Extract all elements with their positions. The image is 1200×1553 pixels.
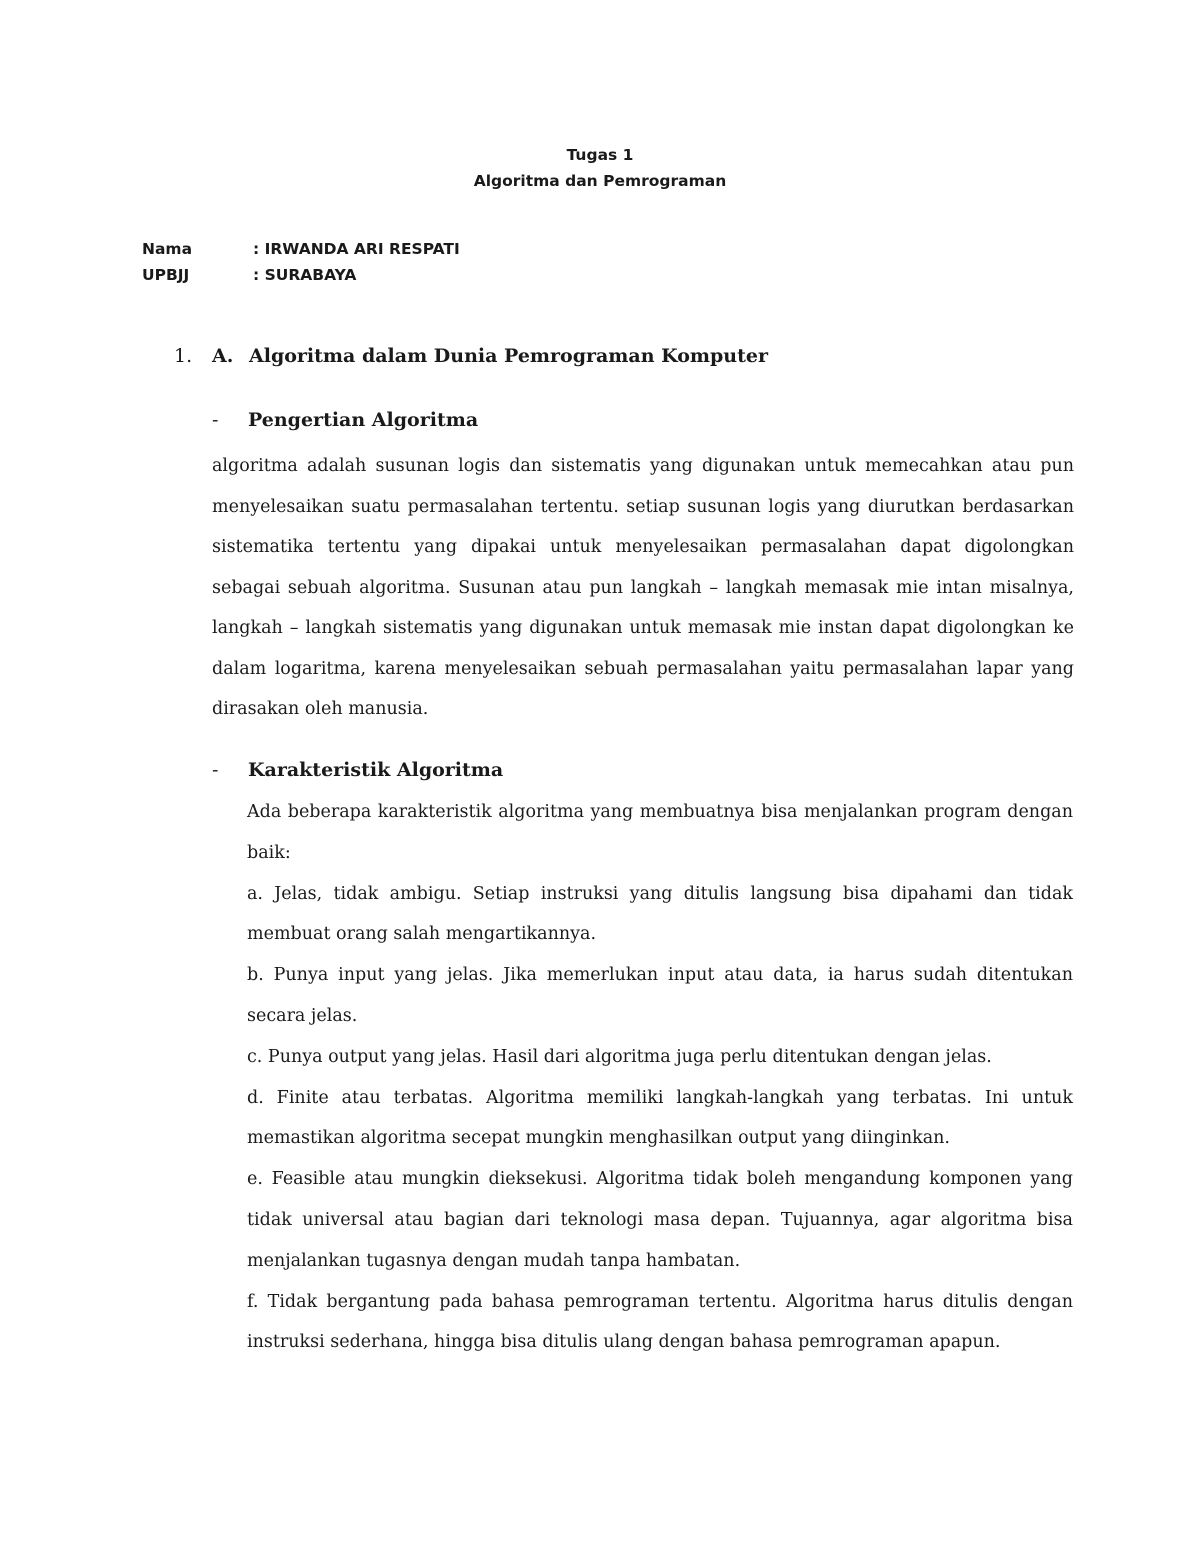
student-info [142, 236, 460, 288]
section-letter: A. [212, 345, 234, 367]
document-title-block [0, 142, 1200, 194]
characteristics-heading-text: Karakteristik Algoritma [248, 759, 504, 781]
characteristics-heading [212, 759, 503, 781]
name-value: : IRWANDA ARI RESPATI [253, 240, 460, 258]
upbjj-row [142, 262, 460, 288]
bullet-dash: - [212, 759, 219, 781]
definition-heading [212, 409, 478, 431]
document-title: Tugas 1 [566, 146, 634, 164]
list-item: d. Finite atau terbatas. Algoritma memiliki langkah-langkah yang terbatas. Ini untuk memastikan algoritma secepat mungkin menghasilkan output yang diinginkan. [247, 1087, 1073, 1149]
list-item: e. Feasible atau mungkin dieksekusi. Algoritma tidak boleh mengandung komponen yang tidak universal atau bagian dari teknologi masa depan. Tujuannya, agar algoritma bisa menjalankan tugasnya dengan mudah tanpa hambatan. [247, 1169, 1073, 1271]
upbjj-value: : SURABAYA [253, 266, 357, 284]
name-row [142, 236, 460, 262]
list-item: a. Jelas, tidak ambigu. Setiap instruksi yang ditulis langsung bisa dipahami dan tidak membuat orang salah mengartikannya. [247, 883, 1073, 945]
section-heading [174, 345, 768, 367]
characteristics-intro: Ada beberapa karakteristik algoritma yang membuatnya bisa menjalankan program dengan baik: [247, 802, 1073, 863]
characteristics-list [247, 792, 1073, 1363]
section-number: 1. [174, 345, 193, 367]
name-label: Nama [142, 240, 193, 258]
section-title: Algoritma dalam Dunia Pemrograman Komputer [249, 345, 768, 367]
definition-heading-text: Pengertian Algoritma [248, 409, 479, 431]
document-subtitle: Algoritma dan Pemrograman [473, 172, 727, 190]
upbjj-label: UPBJJ [142, 266, 190, 284]
list-item: b. Punya input yang jelas. Jika memerlukan input atau data, ia harus sudah ditentukan secara jelas. [247, 965, 1073, 1026]
list-item: f. Tidak bergantung pada bahasa pemrograman tertentu. Algoritma harus ditulis dengan instruksi sederhana, hingga bisa ditulis ulang dengan bahasa pemrograman apapun. [247, 1291, 1073, 1353]
bullet-dash: - [212, 409, 219, 431]
list-item: c. Punya output yang jelas. Hasil dari algoritma juga perlu ditentukan dengan jelas. [247, 1046, 992, 1067]
definition-paragraph: algoritma adalah susunan logis dan sistematis yang digunakan untuk memecahkan atau pun menyelesaikan suatu permasalahan tertentu. setiap susunan logis yang diurutkan berdasarkan sistematika tertentu yang dipakai untuk menyelesaikan permasalahan dapat digolongkan sebagai sebuah algoritma. Susunan atau pun langkah – langkah memasak mie intan misalnya, langkah – langkah sistematis yang digunakan untuk memasak mie instan dapat digolongkan ke dalam logaritma, karena menyelesaikan sebuah permasalahan yaitu permasalahan lapar yang dirasakan oleh manusia. [212, 456, 1074, 719]
